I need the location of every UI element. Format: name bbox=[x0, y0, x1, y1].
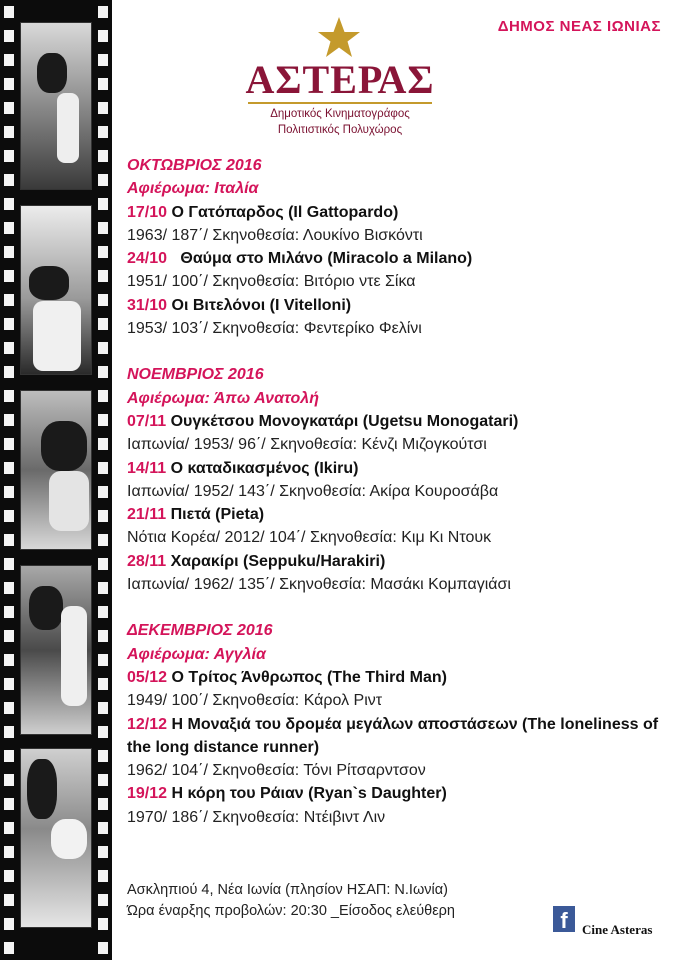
film-entry bbox=[127, 503, 672, 550]
screening-date: 21/11 bbox=[127, 506, 167, 524]
film-info: Νότια Κορέα/ 2012/ 104΄/ Σκηνοθεσία: Κιμ Κι Ντουκ bbox=[127, 529, 492, 547]
screening-date: 24/10 bbox=[127, 250, 168, 268]
film-entry bbox=[127, 713, 672, 783]
film-title: Πιετά (Pieta) bbox=[170, 506, 265, 524]
month-heading: ΝΟΕΜΒΡΙΟΣ 2016 bbox=[127, 366, 264, 384]
film-frame-photo-5 bbox=[20, 748, 92, 928]
municipality-name: ΔΗΜΟΣ ΝΕΑΣ ΙΩΝΙΑΣ bbox=[497, 18, 661, 35]
screening-date: 28/11 bbox=[127, 552, 167, 570]
facebook-page-label[interactable]: Cine Asteras bbox=[582, 922, 653, 937]
film-entry bbox=[127, 666, 672, 713]
film-entry bbox=[127, 247, 672, 294]
screening-hours: Ώρα έναρξης προβολών: 20:30 _Είσοδος ελεύθερη bbox=[127, 903, 455, 919]
film-info: Ιαπωνία/ 1962/ 135΄/ Σκηνοθεσία: Μασάκι Κομπαγιάσι bbox=[127, 576, 511, 594]
month-heading: ΟΚΤΩΒΡΙΟΣ 2016 bbox=[127, 157, 262, 174]
film-entry bbox=[127, 457, 672, 504]
screening-date: 17/10 bbox=[127, 203, 168, 221]
month-section-october bbox=[127, 154, 672, 340]
film-title: Ο καταδικασμένος (Ikiru) bbox=[170, 459, 359, 477]
screening-date: 31/10 bbox=[127, 296, 168, 314]
film-info: 1953/ 103΄/ Σκηνοθεσία: Φεντερίκο Φελίνι bbox=[127, 320, 422, 338]
film-title: Οι Βιτελόνοι (I Vitelloni) bbox=[171, 296, 352, 314]
film-entry bbox=[127, 550, 672, 597]
logo-title: ΑΣΤΕΡΑΣ bbox=[245, 57, 435, 102]
film-info: Ιαπωνία/ 1952/ 143΄/ Σκηνοθεσία: Ακίρα Κουροσάβα bbox=[127, 482, 499, 500]
screening-date: 14/11 bbox=[127, 459, 167, 477]
footer-info bbox=[127, 880, 527, 922]
screening-date: 05/12 bbox=[127, 668, 168, 686]
film-perforations-right bbox=[98, 0, 108, 960]
film-frame-photo-2 bbox=[20, 205, 92, 375]
film-info: 1949/ 100΄/ Σκηνοθεσία: Κάρολ Ριντ bbox=[127, 692, 383, 710]
film-info: Ιαπωνία/ 1953/ 96΄/ Σκηνοθεσία: Κένζι Μιζογκούτσι bbox=[127, 436, 487, 454]
screening-date: 07/11 bbox=[127, 412, 167, 430]
film-info: 1951/ 100΄/ Σκηνοθεσία: Βιτόριο ντε Σίκα bbox=[127, 273, 416, 291]
month-section-november bbox=[127, 363, 672, 596]
program-schedule bbox=[127, 154, 672, 829]
film-title: Θαύμα στο Μιλάνο (Miracolo a Milano) bbox=[180, 250, 473, 268]
screening-date: 19/12 bbox=[127, 785, 168, 803]
film-frame-photo-4 bbox=[20, 565, 92, 735]
film-title: Ο Γατόπαρδος (Il Gattopardo) bbox=[171, 203, 399, 221]
logo-subtitle-cinema: Δημοτικός Κινηματογράφος bbox=[270, 108, 410, 120]
tribute-heading: Αφιέρωμα: Ιταλία bbox=[127, 180, 259, 198]
tribute-heading: Αφιέρωμα: Άπω Ανατολή bbox=[127, 389, 319, 407]
star-icon bbox=[316, 16, 362, 58]
film-title: Χαρακίρι (Seppuku/Harakiri) bbox=[170, 552, 386, 570]
screening-date: 12/12 bbox=[127, 715, 168, 733]
facebook-icon[interactable]: f bbox=[553, 906, 575, 932]
film-frame-photo-1 bbox=[20, 22, 92, 190]
film-entry bbox=[127, 201, 672, 248]
film-frame-photo-3 bbox=[20, 390, 92, 550]
month-section-december bbox=[127, 619, 672, 829]
film-info: 1963/ 187΄/ Σκηνοθεσία: Λουκίνο Βισκόντι bbox=[127, 226, 423, 244]
film-info: 1962/ 104΄/ Σκηνοθεσία: Τόνι Ρίτσαρντσον bbox=[127, 762, 426, 780]
film-entry bbox=[127, 410, 672, 457]
tribute-heading: Αφιέρωμα: Αγγλία bbox=[127, 645, 266, 663]
film-title: Η Μοναξιά του δρομέα μεγάλων αποστάσεων (The loneliness of the long distance runner) bbox=[127, 715, 659, 756]
venue-address: Ασκληπιού 4, Νέα Ιωνία (πλησίον ΗΣΑΠ: Ν.Ιωνία) bbox=[127, 882, 448, 898]
film-perforations-left bbox=[4, 0, 14, 960]
logo-divider bbox=[248, 102, 432, 104]
film-title: Ουγκέτσου Μονογκατάρι (Ugetsu Monogatari) bbox=[170, 412, 519, 430]
month-heading: ΔΕΚΕΜΒΡΙΟΣ 2016 bbox=[127, 622, 273, 640]
film-entry bbox=[127, 294, 672, 341]
film-info: 1970/ 186΄/ Σκηνοθεσία: Ντέιβιντ Λιν bbox=[127, 808, 386, 826]
film-strip bbox=[0, 0, 112, 960]
film-entry bbox=[127, 782, 672, 829]
film-title: Η κόρη του Ράιαν (Ryan`s Daughter) bbox=[171, 785, 447, 803]
logo-subtitle-venue: Πολιτιστικός Πολυχώρος bbox=[277, 124, 403, 136]
film-title: Ο Τρίτος Άνθρωπος (The Third Man) bbox=[171, 668, 447, 686]
